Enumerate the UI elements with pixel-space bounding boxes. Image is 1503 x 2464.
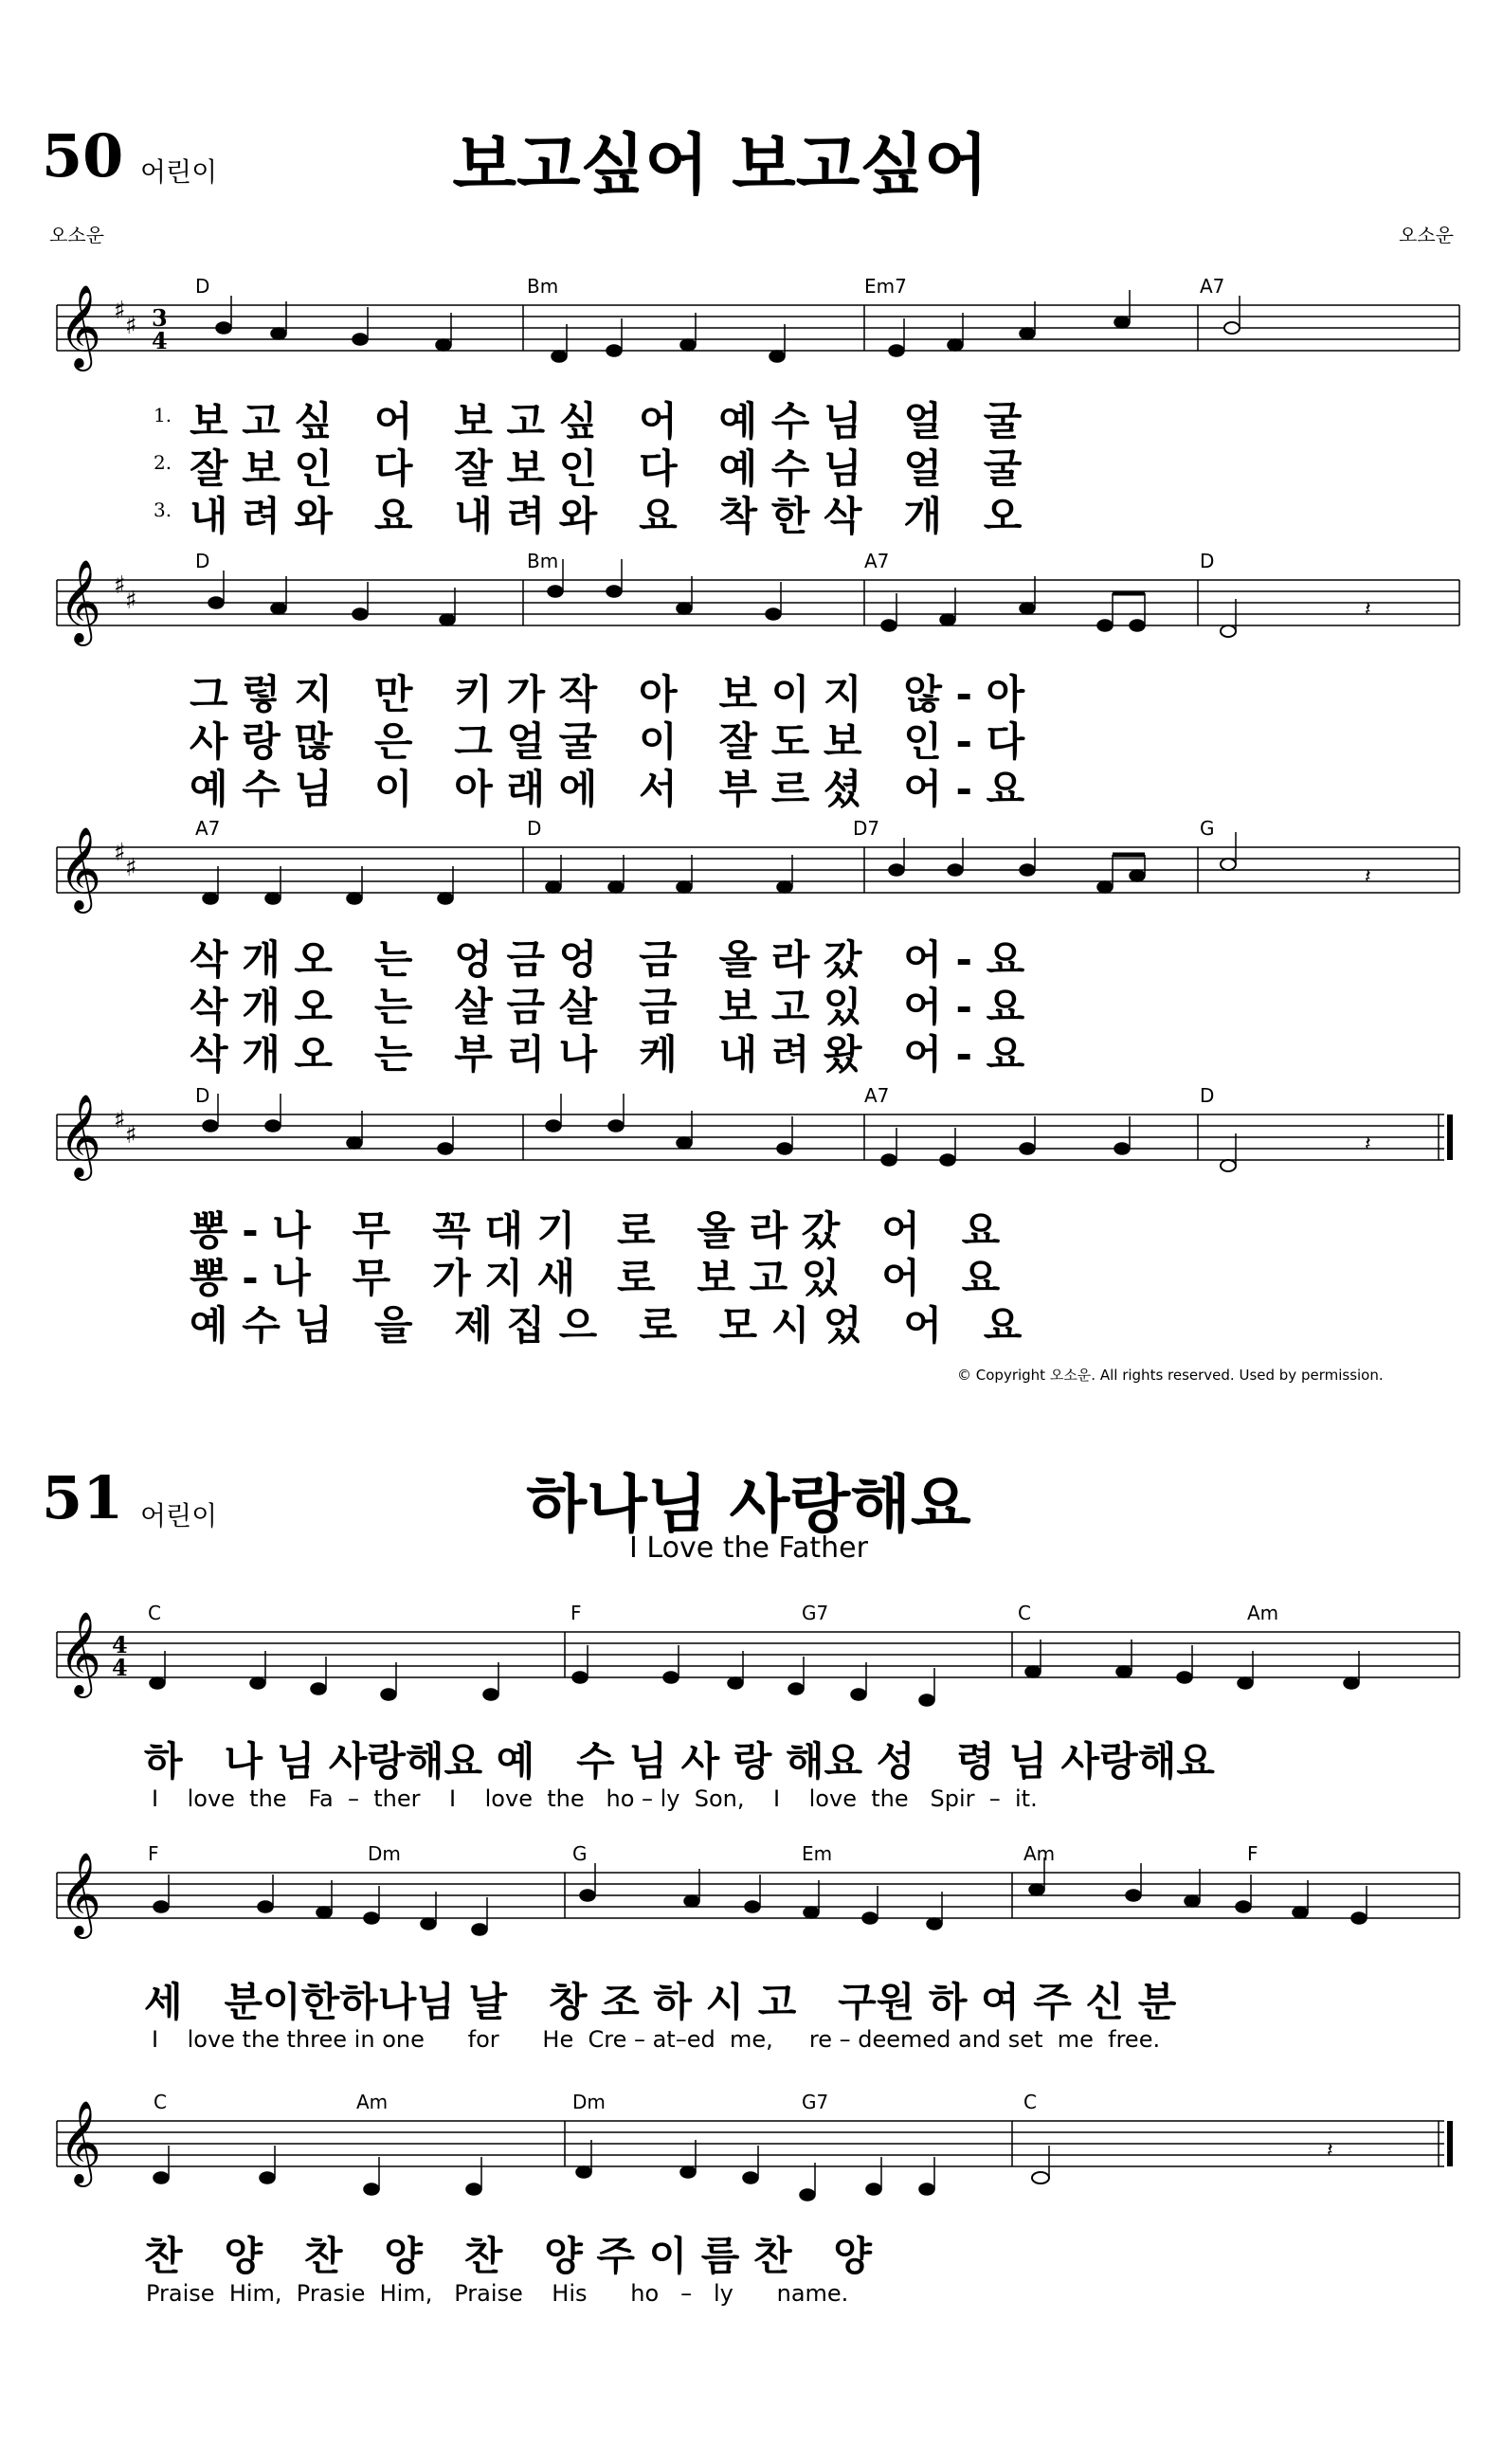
chord-symbol: Bm	[527, 275, 559, 298]
chord-symbol: Dm	[368, 1842, 401, 1865]
chord-symbol: Am	[1247, 1602, 1279, 1624]
lyric-line: 뽕 - 나 무 가 지 새 로 보 고 있 어 요	[190, 1255, 1001, 1301]
svg-text:𝄞: 𝄞	[59, 558, 101, 643]
svg-text:♯: ♯	[125, 312, 137, 340]
lyric-line: 뽕 - 나 무 꼭 대 기 로 올 라 갔 어 요	[190, 1207, 1001, 1254]
chord-symbol: C	[1023, 2091, 1037, 2113]
chord-symbol: Bm	[527, 550, 559, 572]
lyric-line-english: I love the three in one for He Cre – at–ed me, re – deemed and set me free.	[152, 2026, 1161, 2053]
lyric-line: 찬 양 찬 양 찬 양 주 이 름 찬 양	[144, 2233, 872, 2279]
music-staff	[0, 2091, 1503, 2214]
chord-symbol: D	[1200, 550, 1215, 572]
music-staff	[0, 1084, 1503, 1198]
svg-text:♯: ♯	[114, 297, 126, 325]
lyric-line: 삭 개 오 는 살 금 살 금 보 고 있 어 - 요	[190, 984, 1025, 1030]
lyric-line: 세 분이한하나님 날 창 조 하 시 고 구원 하 여 주 신 분	[144, 1979, 1177, 2025]
lyric-line: 내 려 와 요 내 려 와 요 착 한 삭 개 오	[190, 493, 1023, 539]
svg-text:♯: ♯	[125, 1121, 137, 1150]
svg-text:𝄽: 𝄽	[1327, 2139, 1333, 2163]
hymn-number: 51	[42, 1463, 124, 1532]
svg-text:♯: ♯	[114, 839, 126, 867]
chord-symbol: D	[195, 550, 210, 572]
lyric-line: 삭 개 오 는 엉 금 엉 금 올 라 갔 어 - 요	[190, 936, 1025, 983]
chord-symbol: F	[1247, 1842, 1259, 1865]
music-staff	[0, 275, 1503, 389]
chord-symbol: C	[1018, 1602, 1031, 1624]
music-staff	[0, 550, 1503, 663]
copyright-notice: © Copyright 오소운. All rights reserved. Used by permission.	[957, 1367, 1384, 1384]
chord-symbol: G	[1200, 817, 1215, 840]
chord-symbol: A7	[864, 550, 890, 572]
music-staff	[0, 1842, 1503, 1956]
hymn-title: 보고싶어 보고싶어	[452, 126, 988, 204]
chord-symbol: Am	[356, 2091, 389, 2113]
chord-symbol: D	[527, 817, 542, 840]
svg-text:𝄽: 𝄽	[1365, 1132, 1371, 1156]
svg-text:𝄽: 𝄽	[1365, 865, 1371, 889]
lyric-line-english: I love the Fa – ther I love the ho – ly Son, I love the Spir – it.	[152, 1785, 1038, 1812]
hymn-subtitle: I Love the Father	[629, 1531, 868, 1565]
lyric-line: 그 렇 지 만 키 가 작 아 보 이 지 않 - 아	[190, 671, 1025, 717]
svg-text:♯: ♯	[125, 587, 137, 615]
chord-symbol: Dm	[572, 2091, 606, 2113]
svg-text:𝄞: 𝄞	[59, 283, 101, 368]
hymn-category: 어린이	[140, 1500, 218, 1531]
chord-symbol: Em7	[864, 275, 907, 298]
svg-text:4: 4	[112, 1631, 128, 1658]
lyric-line: 하 나 님 사랑해요 예 수 님 사 랑 해요 성 령 님 사랑해요	[144, 1738, 1215, 1785]
lyric-line: 예 수 님 이 아 래 에 서 부 르 셨 어 - 요	[190, 766, 1025, 812]
verse-number: 1.	[154, 404, 172, 426]
chord-symbol: Em	[802, 1842, 833, 1865]
svg-text:𝄞: 𝄞	[59, 1093, 101, 1177]
svg-text:𝄞: 𝄞	[59, 1851, 101, 1935]
svg-text:4: 4	[112, 1654, 128, 1681]
svg-text:4: 4	[152, 327, 168, 354]
svg-text:♯: ♯	[114, 571, 126, 600]
svg-text:𝄽: 𝄽	[1365, 598, 1371, 622]
hymn-title: 하나님 사랑해요	[526, 1468, 971, 1541]
lyric-line: 사 랑 많 은 그 얼 굴 이 잘 도 보 인 - 다	[190, 718, 1025, 765]
chord-symbol: C	[148, 1602, 161, 1624]
hymn-number: 50	[42, 121, 124, 190]
svg-text:♯: ♯	[125, 854, 137, 882]
chord-symbol: F	[570, 1602, 582, 1624]
lyric-line-english: Praise Him, Prasie Him, Praise His ho – ly name.	[146, 2280, 849, 2307]
chord-symbol: D	[1200, 1084, 1215, 1107]
chord-symbol: A7	[1200, 275, 1225, 298]
chord-symbol: D	[195, 275, 210, 298]
chord-symbol: D7	[853, 817, 880, 840]
svg-text:♯: ♯	[114, 1106, 126, 1134]
chord-symbol: F	[148, 1842, 159, 1865]
composer: 오소운	[1399, 224, 1454, 246]
chord-symbol: G7	[802, 2091, 829, 2113]
chord-symbol: D	[195, 1084, 210, 1107]
svg-text:𝄞: 𝄞	[59, 2099, 101, 2183]
chord-symbol: G7	[802, 1602, 829, 1624]
lyric-line: 보 고 싶 어 보 고 싶 어 예 수 님 얼 굴	[190, 398, 1023, 444]
hymn-category: 어린이	[140, 156, 218, 188]
chord-symbol: Am	[1023, 1842, 1056, 1865]
svg-text:3: 3	[152, 304, 168, 332]
lyric-line: 잘 보 인 다 잘 보 인 다 예 수 님 얼 굴	[190, 445, 1023, 492]
chord-symbol: A7	[864, 1084, 890, 1107]
verse-number: 3.	[154, 498, 172, 521]
music-staff	[0, 817, 1503, 931]
verse-number: 2.	[154, 451, 172, 474]
svg-text:𝄞: 𝄞	[59, 1610, 101, 1694]
lyric-line: 예 수 님 을 제 집 으 로 모 시 었 어 요	[190, 1302, 1023, 1349]
lyricist: 오소운	[49, 224, 104, 246]
chord-symbol: G	[572, 1842, 588, 1865]
chord-symbol: C	[154, 2091, 167, 2113]
svg-text:𝄞: 𝄞	[59, 825, 101, 910]
chord-symbol: A7	[195, 817, 221, 840]
lyric-line: 삭 개 오 는 부 리 나 케 내 려 왔 어 - 요	[190, 1031, 1025, 1078]
